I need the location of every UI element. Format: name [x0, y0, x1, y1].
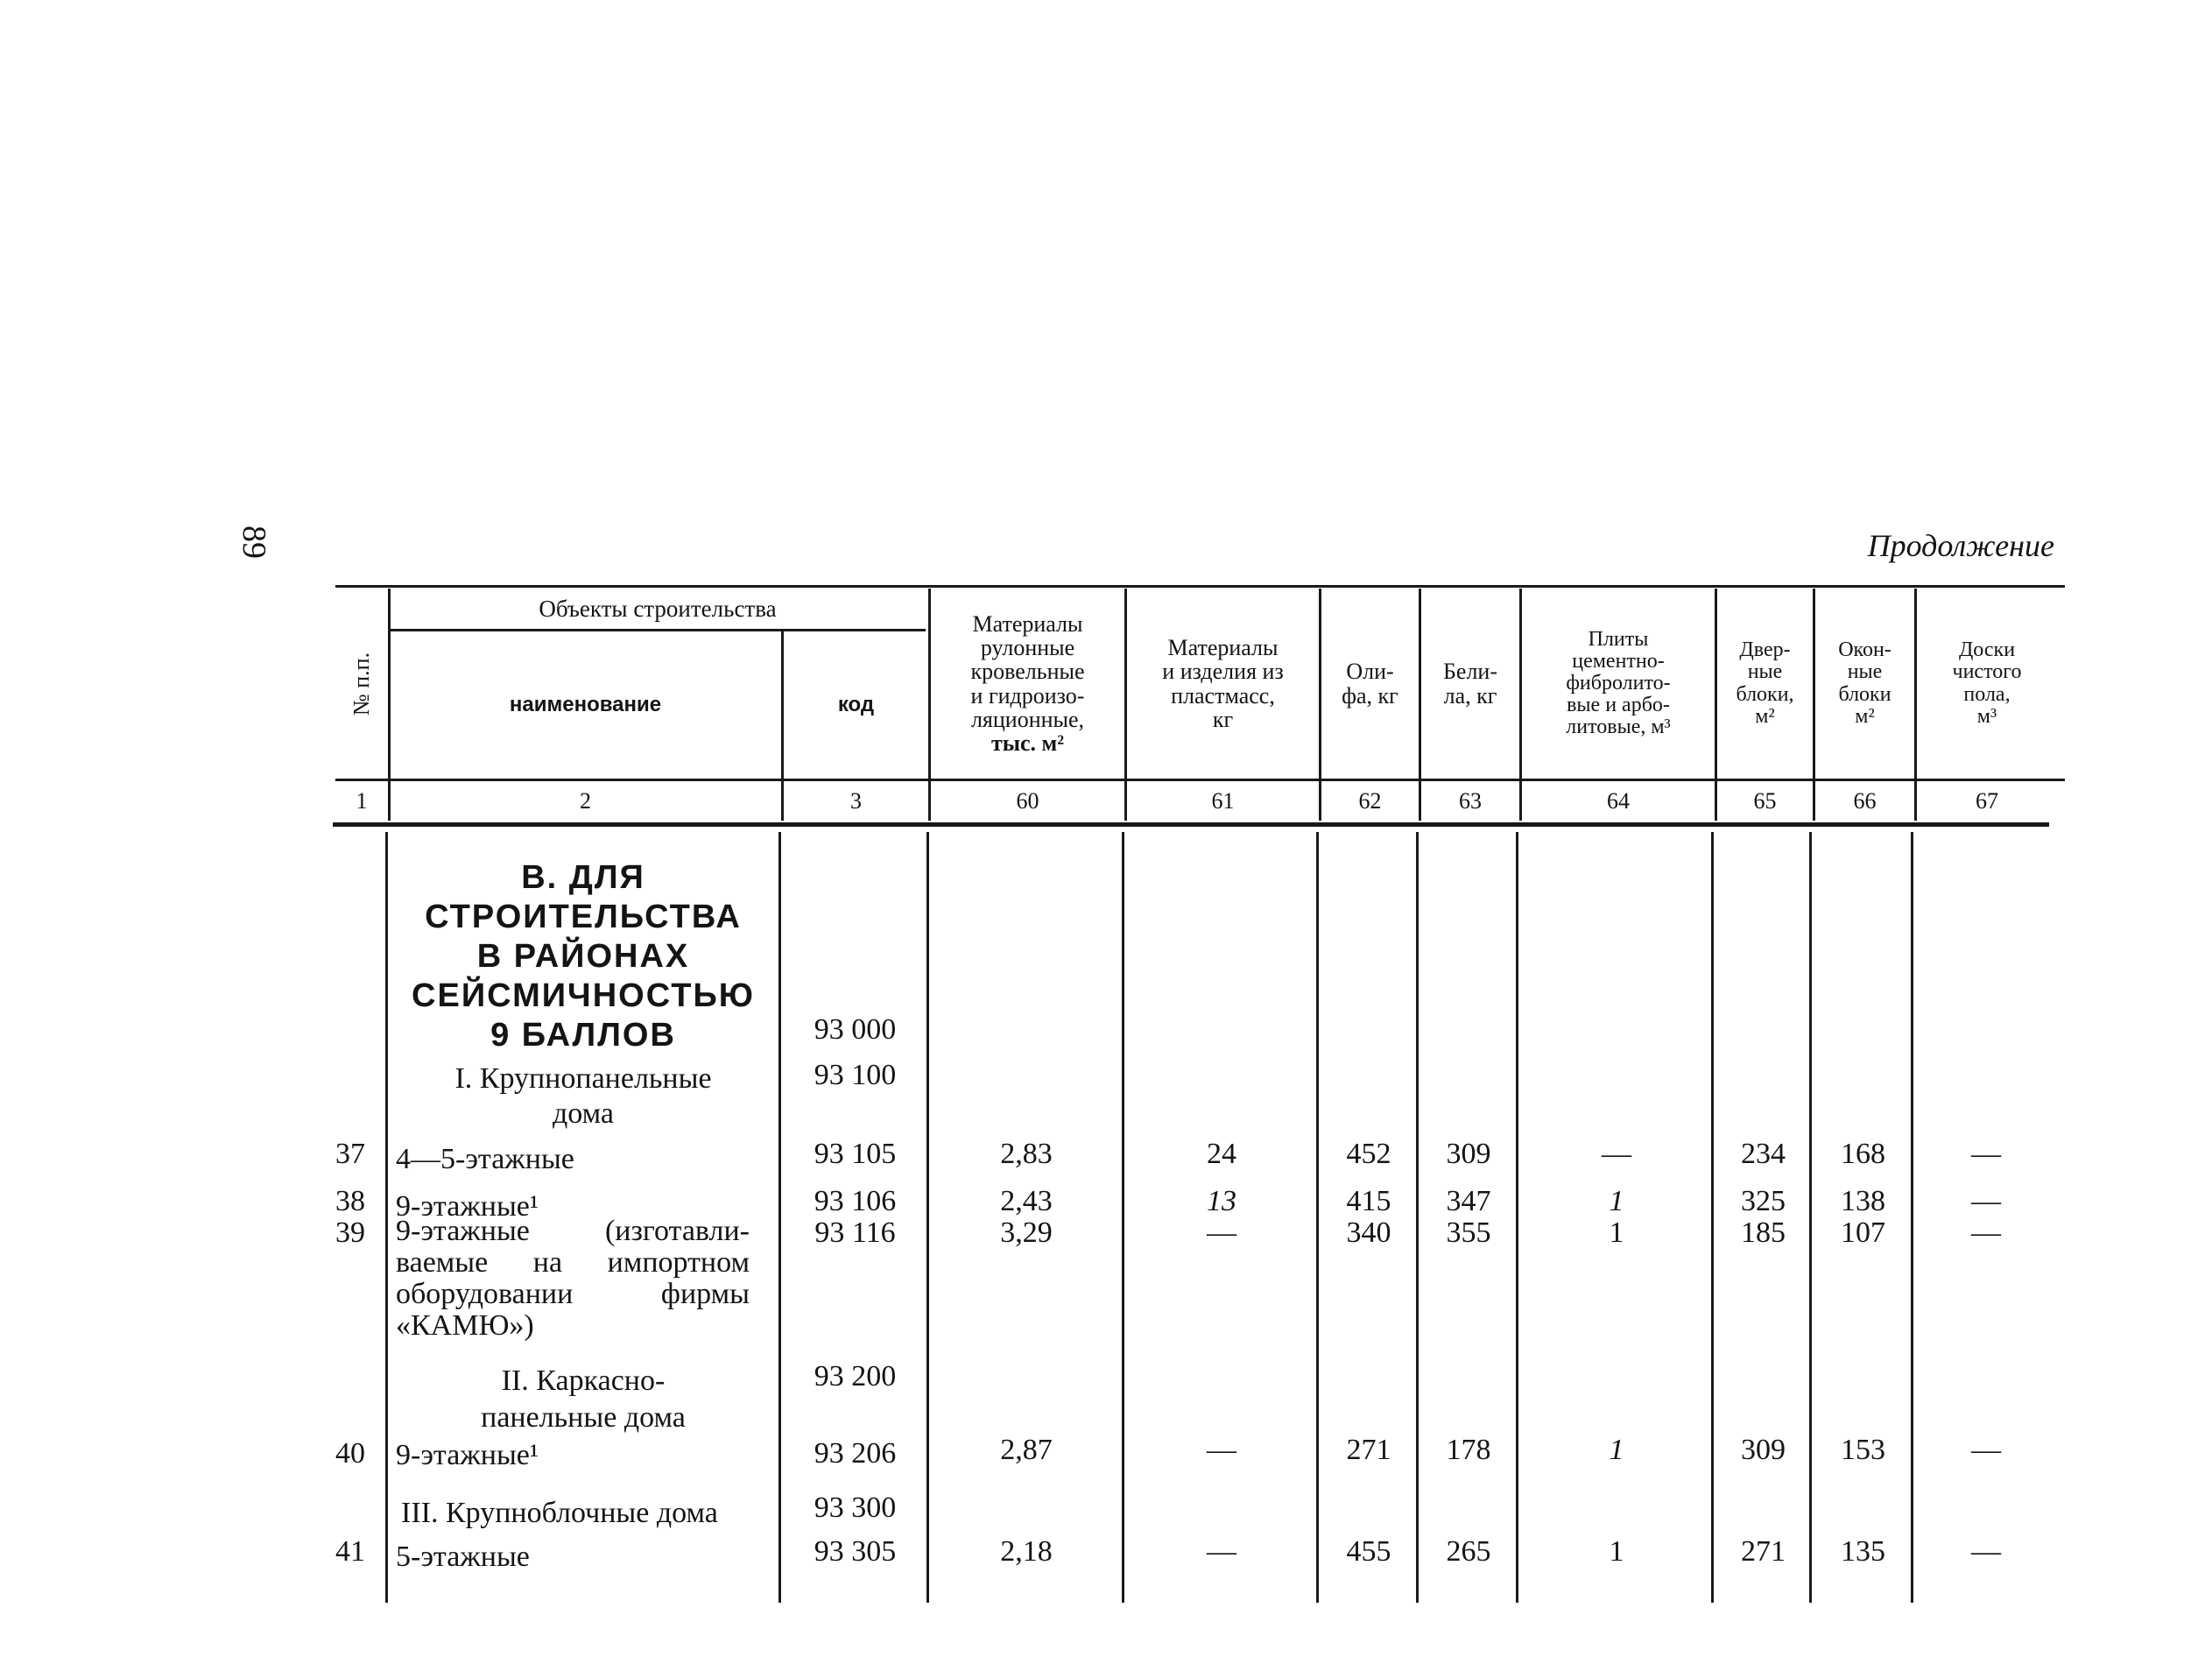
row-c67: —: [1971, 1138, 2001, 1170]
body-vline: [1911, 832, 1913, 1603]
row-c64: 1: [1609, 1535, 1624, 1568]
col-no-label: № п.п.: [349, 652, 375, 716]
body-vline: [1809, 832, 1812, 1603]
row-c61: —: [1207, 1434, 1236, 1466]
header-top-rule: [335, 585, 2065, 588]
row-c63: 347: [1446, 1185, 1491, 1217]
header-col-61: Материалы и изделия из пластмасс, кг: [1162, 634, 1284, 732]
header-col-name: наименование: [509, 693, 662, 717]
body-vline: [926, 832, 929, 1603]
body-vline: [1516, 832, 1518, 1603]
row-no: 39: [335, 1216, 365, 1249]
row-c61: —: [1207, 1535, 1236, 1568]
row-code: 93 116: [814, 1216, 896, 1249]
row-c66: 153: [1841, 1434, 1885, 1466]
row-c65: 271: [1741, 1535, 1786, 1568]
sub1-code: 93 100: [814, 1059, 897, 1091]
row-c67: —: [1971, 1535, 2001, 1568]
row-c60: 2,87: [1000, 1434, 1053, 1466]
header-col-64: Плиты цементно- фибролито- вые и арбо- литовые, м³: [1566, 627, 1671, 739]
row-name: 9-этажные¹: [396, 1190, 539, 1223]
sub2-code: 93 200: [814, 1360, 897, 1393]
body-vline: [778, 832, 781, 1603]
row-c60: 3,29: [1000, 1216, 1053, 1249]
header-col-67: Доски чистого пола, м³: [1952, 638, 2022, 728]
col-number: 64: [1607, 788, 1630, 814]
row-no: 38: [335, 1185, 365, 1217]
row-c62: 340: [1346, 1216, 1391, 1249]
row-c64: 1: [1609, 1185, 1624, 1217]
body-vline: [1122, 832, 1124, 1603]
row-c63: 178: [1446, 1434, 1491, 1466]
row-c63: 265: [1446, 1535, 1491, 1568]
page-number: 89: [236, 525, 272, 559]
section-b-title: В. ДЛЯ СТРОИТЕЛЬСТВА В РАЙОНАХ СЕЙСМИЧНОСТЬЮ 9 БАЛЛОВ: [412, 859, 755, 1054]
col-number: 2: [580, 788, 591, 814]
col-number: 65: [1753, 788, 1777, 814]
row-c65: 185: [1741, 1216, 1786, 1249]
body-vline: [1416, 832, 1419, 1603]
row-name: 9-этажные¹: [396, 1439, 539, 1471]
row-c60: 2,18: [1000, 1535, 1053, 1568]
row-c60: 2,83: [1000, 1138, 1053, 1170]
row-name: 4—5-этажные: [396, 1143, 574, 1175]
row-c65: 309: [1741, 1434, 1786, 1466]
row-c66: 138: [1841, 1185, 1885, 1217]
row-c61: —: [1207, 1216, 1236, 1249]
row-c66: 168: [1841, 1138, 1885, 1170]
continuation-label: Продолжение: [1867, 528, 2054, 563]
row-c67: —: [1971, 1434, 2001, 1466]
row-no: 37: [335, 1138, 365, 1170]
body-vline: [1711, 832, 1714, 1603]
row-c61: 24: [1207, 1138, 1236, 1170]
row-c64: —: [1602, 1138, 1631, 1170]
sub1-title: I. Крупнопанельные дома: [454, 1062, 712, 1130]
row-name: 5-этажные: [396, 1541, 530, 1573]
sub2-title: II. Каркасно- панельные дома: [481, 1364, 686, 1434]
row-no: 40: [335, 1437, 365, 1470]
body-vline: [385, 832, 388, 1603]
row-c63: 355: [1446, 1216, 1491, 1249]
col-number: 1: [356, 788, 368, 814]
row-c60: 2,43: [1000, 1185, 1053, 1217]
row-name-block: 9-этажные (изготавли- ваемые на импортном оборудовании фирмы «КАМЮ»): [396, 1215, 750, 1342]
col-number: 62: [1358, 788, 1382, 814]
row-c64: 1: [1609, 1216, 1624, 1249]
sub3-title: III. Крупноблочные дома: [401, 1497, 718, 1529]
row-c66: 107: [1841, 1216, 1885, 1249]
header-group-title: Объекты строительства: [539, 595, 777, 622]
col-number: 3: [850, 788, 862, 814]
row-c64: 1: [1609, 1434, 1624, 1466]
col-number: 63: [1459, 788, 1482, 814]
row-code: 93 305: [814, 1535, 897, 1568]
row-c62: 452: [1346, 1138, 1391, 1170]
section-b-code: 93 000: [814, 1013, 897, 1046]
row-code: 93 106: [814, 1185, 897, 1217]
numbers-bottom-rule: [333, 822, 2049, 827]
row-code: 93 206: [814, 1437, 897, 1470]
row-c61: 13: [1207, 1185, 1236, 1217]
header-col-60: Материалы рулонные кровельные и гидроизо- ляционные, тыс. м²: [970, 610, 1085, 757]
header-bottom-rule: [335, 779, 2065, 781]
header-col-66: Окон- ные блоки м²: [1838, 638, 1891, 728]
row-c63: 309: [1446, 1138, 1491, 1170]
row-c65: 234: [1741, 1138, 1786, 1170]
sub3-code: 93 300: [814, 1491, 897, 1524]
col-number: 67: [1976, 788, 1998, 814]
body-vline: [1316, 832, 1319, 1603]
header-col-63: Бели- ла, кг: [1442, 659, 1498, 709]
header-col-code: код: [837, 693, 875, 717]
row-c62: 455: [1346, 1535, 1391, 1568]
row-c66: 135: [1841, 1535, 1885, 1568]
row-c65: 325: [1741, 1185, 1786, 1217]
col-number: 61: [1211, 788, 1235, 814]
row-c62: 271: [1346, 1434, 1391, 1466]
header-col-65: Двер- ные блоки, м²: [1736, 638, 1794, 728]
col-number: 66: [1853, 788, 1877, 814]
header-col-62: Оли- фа, кг: [1342, 659, 1398, 709]
col-number: 60: [1016, 788, 1039, 814]
row-code: 93 105: [814, 1138, 897, 1170]
row-c67: —: [1971, 1216, 2001, 1249]
row-c62: 415: [1346, 1185, 1391, 1217]
row-c67: —: [1971, 1185, 2001, 1217]
header-col-no: [335, 589, 388, 779]
row-no: 41: [335, 1535, 365, 1568]
